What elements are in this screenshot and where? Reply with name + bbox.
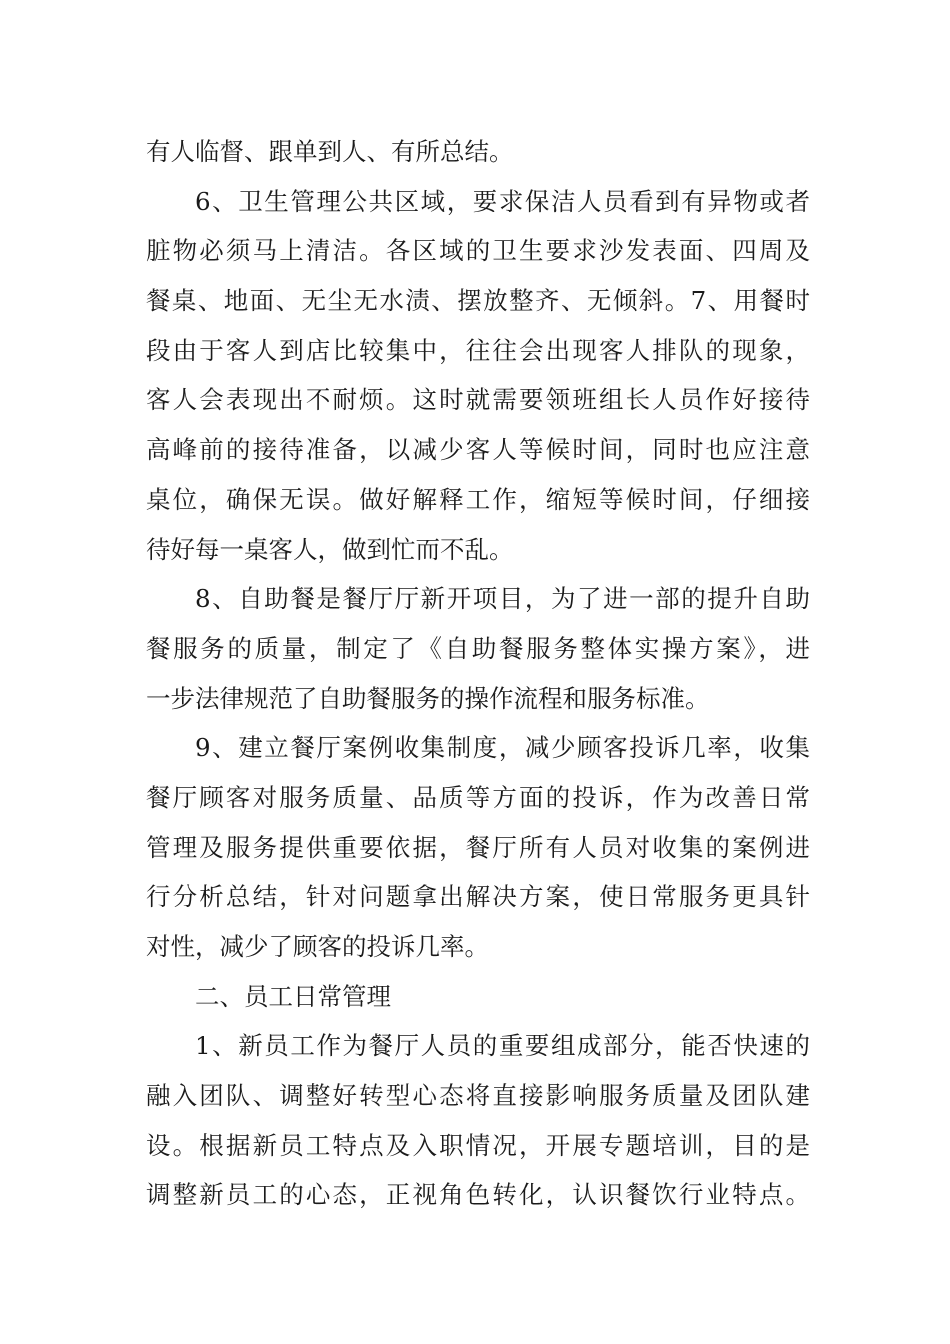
text-line: 桌位，确保无误。做好解释工作，缩短等候时间，仔细接 <box>146 484 810 514</box>
text-line: 餐厅顾客对服务质量、品质等方面的投诉，作为改善日常 <box>146 782 810 812</box>
text-line: 二、员工日常管理 <box>195 981 391 1011</box>
text-line: 融入团队、调整好转型心态将直接影响服务质量及团队建 <box>146 1081 810 1111</box>
text-line: 调整新员工的心态，正视角色转化，认识餐饮行业特点。 <box>146 1180 810 1210</box>
text-line: 对性，减少了顾客的投诉几率。 <box>146 932 489 961</box>
text-line: 1、新员工作为餐厅人员的重要组成部分，能否快速的 <box>195 1031 810 1061</box>
text-line: 6、卫生管理公共区域，要求保洁人员看到有异物或者 <box>195 186 810 216</box>
text-line: 餐桌、地面、无尘无水渍、摆放整齐、无倾斜。7、用餐时 <box>146 286 810 316</box>
text-line: 待好每一桌客人，做到忙而不乱。 <box>146 534 514 564</box>
body-text <box>146 127 810 1220</box>
text-line: 有人临督、跟单到人、有所总结。 <box>146 137 514 166</box>
text-line: 高峰前的接待准备，以减少客人等候时间，同时也应注意 <box>146 435 810 465</box>
text-line: 客人会表现出不耐烦。这时就需要领班组长人员作好接待 <box>146 385 810 415</box>
text-line: 脏物必须马上清洁。各区域的卫生要求沙发表面、四周及 <box>146 236 810 266</box>
text-line: 行分析总结，针对问题拿出解决方案，使日常服务更具针 <box>146 882 810 912</box>
text-line: 9、建立餐厅案例收集制度，减少顾客投诉几率，收集 <box>195 733 810 763</box>
text-line: 管理及服务提供重要依据，餐厅所有人员对收集的案例进 <box>146 832 810 862</box>
text-line: 8、自助餐是餐厅厅新开项目，为了进一部的提升自助 <box>195 584 810 614</box>
text-line: 段由于客人到店比较集中，往往会出现客人排队的现象， <box>146 335 810 365</box>
text-line: 一步法律规范了自助餐服务的操作流程和服务标准。 <box>146 683 710 713</box>
text-line: 设。根据新员工特点及入职情况，开展专题培训，目的是 <box>146 1130 810 1160</box>
text-line: 餐服务的质量，制定了《自助餐服务整体实操方案》，进 <box>146 633 810 663</box>
